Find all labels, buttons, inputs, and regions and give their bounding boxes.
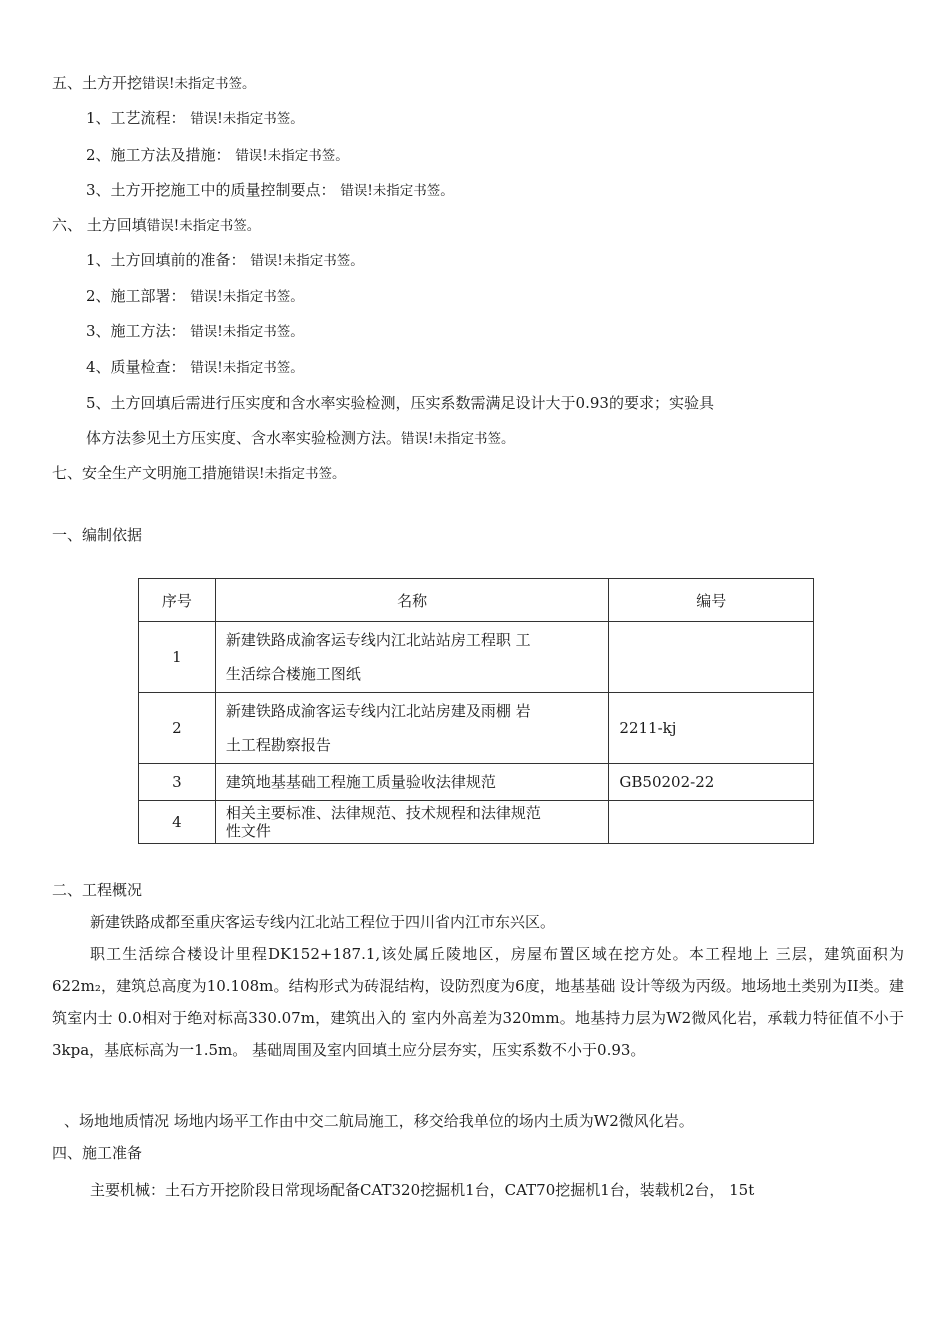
cell-code xyxy=(609,801,814,844)
basis-table xyxy=(138,578,814,844)
cell-no: 1 xyxy=(139,622,216,693)
toc-item: 3、施工方法： 错误!未指定书签。 xyxy=(86,322,304,340)
col-header-no: 序号 xyxy=(139,579,216,622)
section-heading: 四、施工准备 xyxy=(52,1144,143,1162)
toc-item: 2、施工部署： 错误!未指定书签。 xyxy=(86,287,304,305)
cell-code: 2211-kj xyxy=(609,693,814,764)
paragraph: 主要机械：土石方开挖阶段日常现场配备CAT320挖掘机1台，CAT70挖掘机1台，装载机2台， 15t xyxy=(90,1181,755,1199)
cell-code: GB50202-22 xyxy=(609,764,814,801)
paragraph: 、场地地质情况 场地内场平工作由中交二航局施工，移交给我单位的场内土质为W2微风化岩。 xyxy=(64,1112,694,1130)
paragraph: 职工生活综合楼设计里程DK152+187.1,该处属丘陵地区，房屋布置区域在挖方处。本工程地上 三层，建筑面积为622m₂，建筑总高度为10.108m。结构形式为砖混结构，设防烈度为6度，地基基础 设计等级为丙级。地场地土类别为II类。建筑室内士 0.0相对于绝对标高330.07m，建筑出入的 室内外高差为320mm。地基持力层为W2微风化岩，承载力特征值不小于3kpa，基底标高为一1.5m。 基础周围及室内回填土应分层夯实，压实系数不小于0.93。 xyxy=(52,945,904,1059)
toc-item: 1、土方回填前的准备： 错误!未指定书签。 xyxy=(86,251,364,269)
cell-no: 3 xyxy=(139,764,216,801)
table-row xyxy=(139,801,814,844)
toc-item: 五、土方开挖错误!未指定书签。 xyxy=(52,74,256,92)
cell-name: 新建铁路成渝客运专线内江北站站房工程职 工 生活综合楼施工图纸 xyxy=(215,622,609,693)
toc-item: 4、质量检查： 错误!未指定书签。 xyxy=(86,358,304,376)
cell-no: 4 xyxy=(139,801,216,844)
table-row xyxy=(139,764,814,801)
cell-code xyxy=(609,622,814,693)
toc-item: 5、土方回填后需进行压实度和含水率实验检测，压实系数需满足设计大于0.93的要求；实验具 xyxy=(86,394,714,412)
toc-item: 2、施工方法及措施： 错误!未指定书签。 xyxy=(86,146,349,164)
section-heading: 二、工程概况 xyxy=(52,881,143,899)
toc-item: 1、工艺流程： 错误!未指定书签。 xyxy=(86,109,304,127)
toc-item: 六、 土方回填错误!未指定书签。 xyxy=(52,216,261,234)
toc-item: 体方法参见土方压实度、含水率实验检测方法。错误!未指定书签。 xyxy=(86,429,515,447)
toc-item: 3、土方开挖施工中的质量控制要点： 错误!未指定书签。 xyxy=(86,181,454,199)
toc-item: 七、安全生产文明施工措施错误!未指定书签。 xyxy=(52,464,346,482)
table-header-row xyxy=(139,579,814,622)
table-row xyxy=(139,693,814,764)
cell-name: 新建铁路成渝客运专线内江北站房建及雨棚 岩 土工程勘察报告 xyxy=(215,693,609,764)
col-header-code: 编号 xyxy=(609,579,814,622)
cell-name: 相关主要标准、法律规范、技术规程和法律规范 性文件 xyxy=(215,801,609,844)
cell-no: 2 xyxy=(139,693,216,764)
section-heading: 一、编制依据 xyxy=(52,526,143,544)
table-row xyxy=(139,622,814,693)
cell-name: 建筑地基基础工程施工质量验收法律规范 xyxy=(215,764,609,801)
col-header-name: 名称 xyxy=(215,579,609,622)
paragraph: 新建铁路成都至重庆客运专线内江北站工程位于四川省内江市东兴区。 xyxy=(90,913,556,931)
